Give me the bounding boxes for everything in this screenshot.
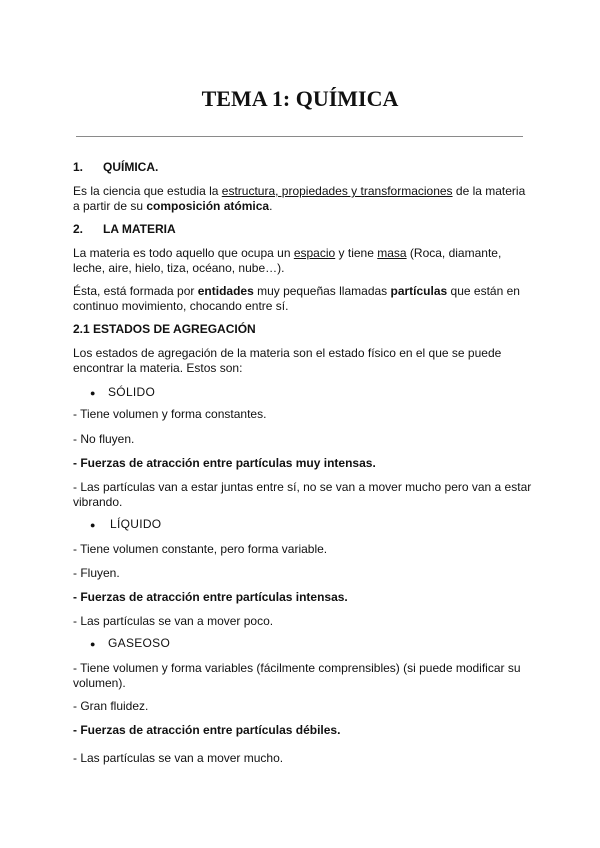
solido-line-3: - Fuerzas de atracción entre partículas muy intensas. — [73, 456, 376, 470]
gaseoso-line-3: - Fuerzas de atracción entre partículas débiles. — [73, 723, 341, 737]
p1-text-b: de la materia a partir de su — [73, 184, 526, 213]
liquido-line-2: - Fluyen. — [73, 566, 120, 580]
paragraph-materia — [73, 246, 533, 276]
bullet-gaseoso-icon: ● — [90, 639, 96, 649]
p2-text-c: (Roca, diamante, leche, aire, hielo, tiza, océano, nube…). — [73, 246, 502, 275]
bullet-gaseoso-label: GASEOSO — [108, 636, 171, 650]
bullet-liquido-icon: ● — [90, 520, 96, 530]
section-2-1-heading: 2.1 ESTADOS DE AGREGACIÓN — [73, 322, 256, 336]
page-title: TEMA 1: QUÍMICA — [201, 86, 399, 111]
liquido-line-1: - Tiene volumen constante, pero forma variable. — [73, 542, 328, 556]
p3-text-a: Ésta, está formada por — [73, 284, 198, 298]
section-2-title: LA MATERIA — [103, 222, 176, 236]
solido-line-1: - Tiene volumen y forma constantes. — [73, 407, 267, 421]
p2-text-b: y tiene — [335, 246, 378, 260]
liquido-line-4: - Las partículas se van a mover poco. — [73, 614, 274, 628]
liquido-line-3: - Fuerzas de atracción entre partículas intensas. — [73, 590, 348, 604]
paragraph-estados: Los estados de agregación de la materia son el estado físico en el que se puede encontrar la materia. Estos son: — [73, 346, 502, 375]
paragraph-particulas — [73, 284, 533, 314]
p1-text-a: Es la ciencia que estudia la — [73, 184, 222, 198]
section-1-number: 1. — [73, 160, 84, 174]
section-2-heading — [73, 222, 533, 237]
gaseoso-line-2: - Gran fluidez. — [73, 699, 149, 713]
section-1-title: QUÍMICA. — [103, 160, 159, 174]
p1-bold: composición atómica — [146, 199, 270, 213]
p3-bold-entidades: entidades — [197, 284, 254, 298]
p3-text-c: que están en continuo movimiento, chocando entre sí. — [73, 284, 520, 313]
p1-underlined: estructura, propiedades y transformaciones — [221, 184, 453, 198]
bullet-solido-label: SÓLIDO — [108, 385, 156, 399]
gaseoso-line-4: - Las partículas se van a mover mucho. — [73, 751, 284, 765]
title-divider — [76, 136, 523, 137]
p3-text-b: muy pequeñas llamadas — [253, 284, 391, 298]
section-1-heading — [73, 160, 533, 175]
bullet-liquido-label: LÍQUIDO — [110, 517, 162, 531]
section-2-number: 2. — [73, 222, 84, 236]
p1-text-c: . — [269, 199, 273, 213]
p2-text-a: La materia es todo aquello que ocupa un — [73, 246, 294, 260]
p3-bold-particulas: partículas — [390, 284, 448, 298]
bullet-solido-icon: ● — [90, 388, 96, 398]
p2-underlined-espacio: espacio — [293, 246, 336, 260]
paragraph-definition — [73, 184, 533, 214]
p2-underlined-masa: masa — [377, 246, 407, 260]
solido-line-4: - Las partículas van a estar juntas entre sí, no se van a mover mucho pero van a estar vibrando. — [73, 480, 532, 509]
gaseoso-line-1: - Tiene volumen y forma variables (fácilmente comprensibles) (si puede modificar su volumen). — [73, 661, 521, 690]
solido-line-2: - No fluyen. — [73, 432, 135, 446]
